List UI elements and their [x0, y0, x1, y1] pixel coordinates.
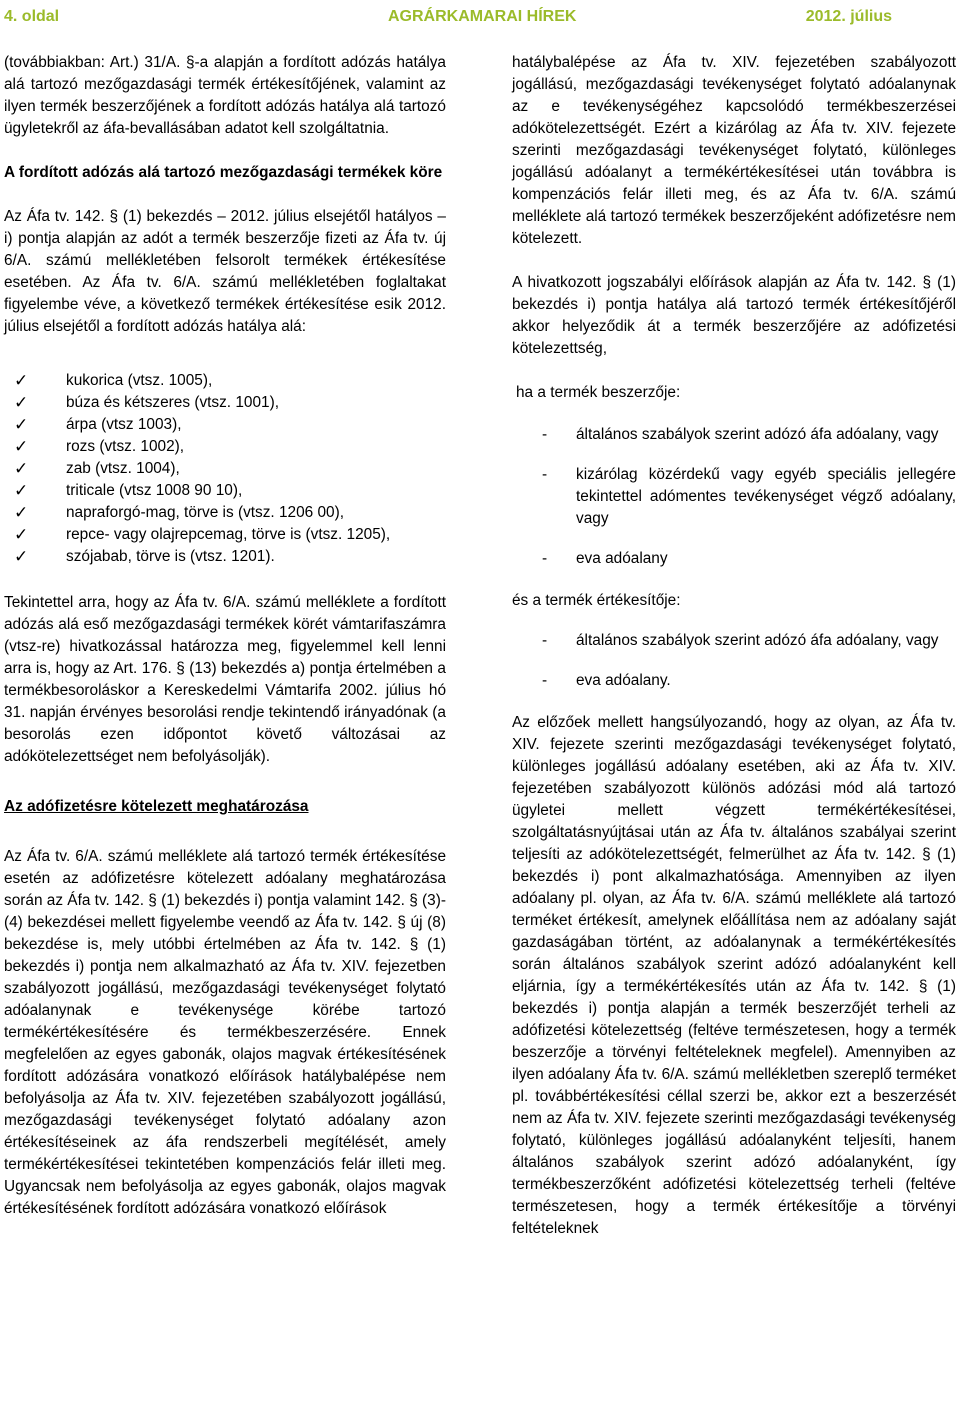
paragraph: (továbbiakban: Art.) 31/A. §-a alapján a fordított adózás hatálya alá tartozó mezőgazdasági termék értékesítőjének, valamint az ilyen termék beszerzőjének a fordított adózás hatálya alá tartozó ügyletekről az áfa-bevallásában adatot kell szolgáltatnia. — [4, 54, 446, 137]
paragraph: hatálybalépése az Áfa tv. XIV. fejezetében szabályozott jogállású, mezőgazdasági tevékenységet folytató adóalanynak az e tevékenységéhez kapcsolódó termékbeszerzései adókötelezettségét. Ezért a kizárólag az Áfa tv. XIV. fejezete szerinti mezőgazdasági tevékenységet folytató, különleges jogállású adóalanyt a termékértékesítései után továbbra is kompenzációs felár illeti meg, és az Áfa tv. 6/A. számú melléklete alá tartozó termékek beszerzőjeként adófizetésre nem kötelezett. — [512, 54, 956, 247]
check-icon: ✓ — [14, 481, 29, 500]
paragraph: Az Áfa tv. 6/A. számú melléklete alá tartozó termék értékesítése esetén az adófizetésre kötelezett adóalany meghatározása során az Áfa tv. 142. § (1) bekezdés i) pontja valamint 142. § (3)-(4) bekezdései mellett figyelembe veendő az Áfa tv. 142. § új (8) bekezdése is, mely utóbbi értelmében az Áfa tv. 142. § (1) bekezdés i) pontja nem alkalmazható az Áfa tv. XIV. fejezetben szabályozott jogállású, mezőgazdasági tevékenységet folytató adóalanynak e tevékenysége körébe tartozó termékértékesítésére és termékbeszerzésére. Ennek megfelelően az egyes gabonák, olajos magvak értékesítésének fordított adózására vonatkozó előírások hatálybalépése nem befolyásolja az Áfa tv. XIV. fejezetében szabályozott jogállású, mezőgazdasági tevékenységet folytató adóalany azon értékesítéseinek az áfa rendszerbeli megítélését, amely termékértékesítései tekintetében kompenzációs felár illeti meg. Ugyancsak nem befolyásolja az egyes gabonák, olajos magvak értékesítésének fordított adózására vonatkozó előírások — [4, 848, 446, 1217]
paragraph: A hivatkozott jogszabályi előírások alapján az Áfa tv. 142. § (1) bekezdés i) pontja hatálya alá tartozó termék értékesítőjéről akkor helyeződik át a termék beszerzőjére az adófizetési kötelezettség, — [512, 274, 956, 357]
list-item: - eva adóalany. — [542, 672, 671, 689]
check-icon: ✓ — [14, 547, 29, 566]
check-icon: ✓ — [14, 525, 29, 544]
list-item: - általános szabályok szerint adózó áfa adóalany, vagy — [542, 632, 939, 649]
seller-list — [512, 630, 956, 692]
list-item: ✓ árpa (vtsz 1003), — [14, 415, 182, 434]
list-item: ✓ szójabab, törve is (vtsz. 1201). — [14, 547, 275, 566]
publication-title: AGRÁRKAMARAI HÍREK — [388, 8, 577, 25]
check-icon: ✓ — [14, 459, 29, 478]
list-item: ✓ búza és kétszeres (vtsz. 1001), — [14, 393, 279, 412]
paragraph: Az előzőek mellett hangsúlyozandó, hogy az olyan, az Áfa tv. XIV. fejezete szerinti mezőgazdasági tevékenységet folytató, különleges jogállású adóalany esetében, aki az Áfa tv. XIV. fejezetében szabályozott különös adózási mód alá tartozó ügyletei mellett végzett termékértékesítései, szolgáltatásnyújtásai után az Áfa tv. általános szabályai szerint teljesíti az adókötelezettségét, felmerülhet az Áfa tv. 142. § (1) bekezdés i) pont alkalmazhatósága. Amennyiben az ilyen adóalany pl. olyan, az Áfa tv. 6/A. számú melléklete alá tartozó terméket értékesít, amelynek előállítása nem az adóalany saját gazdaságában történt, az adóalanynak a termékértékesítés során általános szabályok szerint adózó adóalanyként kell eljárnia, így a termékértékesítés után az Áfa tv. 142. § (1) bekezdés i) pontja alapján a termék beszerzőjét terheli az adófizetési kötelezettség (feltéve természetesen, hogy a termék beszerzője a törvényi feltételeknek megfelel). Amennyiben az ilyen adóalany Áfa tv. 6/A. számú mellékletben szereplő terméket pl. továbbértékesítési céllal szerzi be, akkor ezt a beszerzését nem az Áfa tv. XIV. fejezete szerinti mezőgazdasági tevékenység folytató, különleges jogállású adóalanyként teljesíti, hanem általános szabályok szerint adózó adóalanyként, így termékbeszerzőként adófizetési kötelezettség terheli (feltéve természetesen, hogy a termék értékesítője a törvényi feltételeknek — [512, 714, 956, 1237]
buyer-list — [512, 424, 956, 570]
paragraph: ha a termék beszerzője: — [516, 384, 681, 401]
list-item: - eva adóalany — [542, 550, 668, 567]
paragraph: Tekintettel arra, hogy az Áfa tv. 6/A. számú melléklete a fordított adózás alá eső mezőgazdasági termékek körét vámtarifaszámra (vtsz-re) hivatkozással határozza meg, figyelemmel kell lenni arra is, hogy az Art. 176. § (13) bekezdés a) pontja értelmében a termékbesoroláskor a Kereskedelmi Vámtarifa 2002. július hó 31. napján érvényes besorolási rendje tekintendő irányadónak (a besorolás ezen időpontot követő változásai az adókötelezettséget nem befolyásolják). — [4, 594, 446, 765]
list-item: ✓ repce- vagy olajrepcemag, törve is (vtsz. 1205), — [14, 525, 391, 544]
product-checklist — [4, 370, 446, 568]
list-item: ✓ kukorica (vtsz. 1005), — [14, 371, 213, 390]
right-column — [512, 52, 956, 1240]
check-icon: ✓ — [14, 415, 29, 434]
left-column — [4, 52, 446, 1220]
page-number: 4. oldal — [4, 8, 60, 25]
check-icon: ✓ — [14, 437, 29, 456]
list-item: ✓ zab (vtsz. 1004), — [14, 459, 180, 478]
list-item: ✓ triticale (vtsz 1008 90 10), — [14, 481, 243, 500]
section-heading: Az adófizetésre kötelezett meghatározása — [4, 798, 309, 815]
list-item: ✓ napraforgó-mag, törve is (vtsz. 1206 00), — [14, 503, 345, 522]
paragraph: és a termék értékesítője: — [512, 592, 681, 609]
check-icon: ✓ — [14, 393, 29, 412]
check-icon: ✓ — [14, 371, 29, 390]
issue-date: 2012. július — [805, 8, 892, 25]
check-icon: ✓ — [14, 503, 29, 522]
list-item: - kizárólag közérdekű vagy egyéb speciális jellegére tekintettel adómentes tevékenységet végző adóalany, vagy — [542, 466, 956, 527]
list-item: - általános szabályok szerint adózó áfa adóalany, vagy — [542, 426, 939, 443]
page-header — [4, 4, 952, 30]
section-heading: A fordított adózás alá tartozó mezőgazdasági termékek köre — [4, 164, 443, 181]
list-item: ✓ rozs (vtsz. 1002), — [14, 437, 185, 456]
paragraph: Az Áfa tv. 142. § (1) bekezdés – 2012. július elsejétől hatályos – i) pontja alapján az adót a termék beszerzője fizeti az Áfa tv. új 6/A. számú mellékletében felsorolt termékek értékesítése esetében. Az Áfa tv. 6/A. számú mellékletében foglaltakat figyelembe véve, a következő termékek értékesítése esik 2012. július elsejétől a fordított adózás hatálya alá: — [4, 208, 446, 335]
